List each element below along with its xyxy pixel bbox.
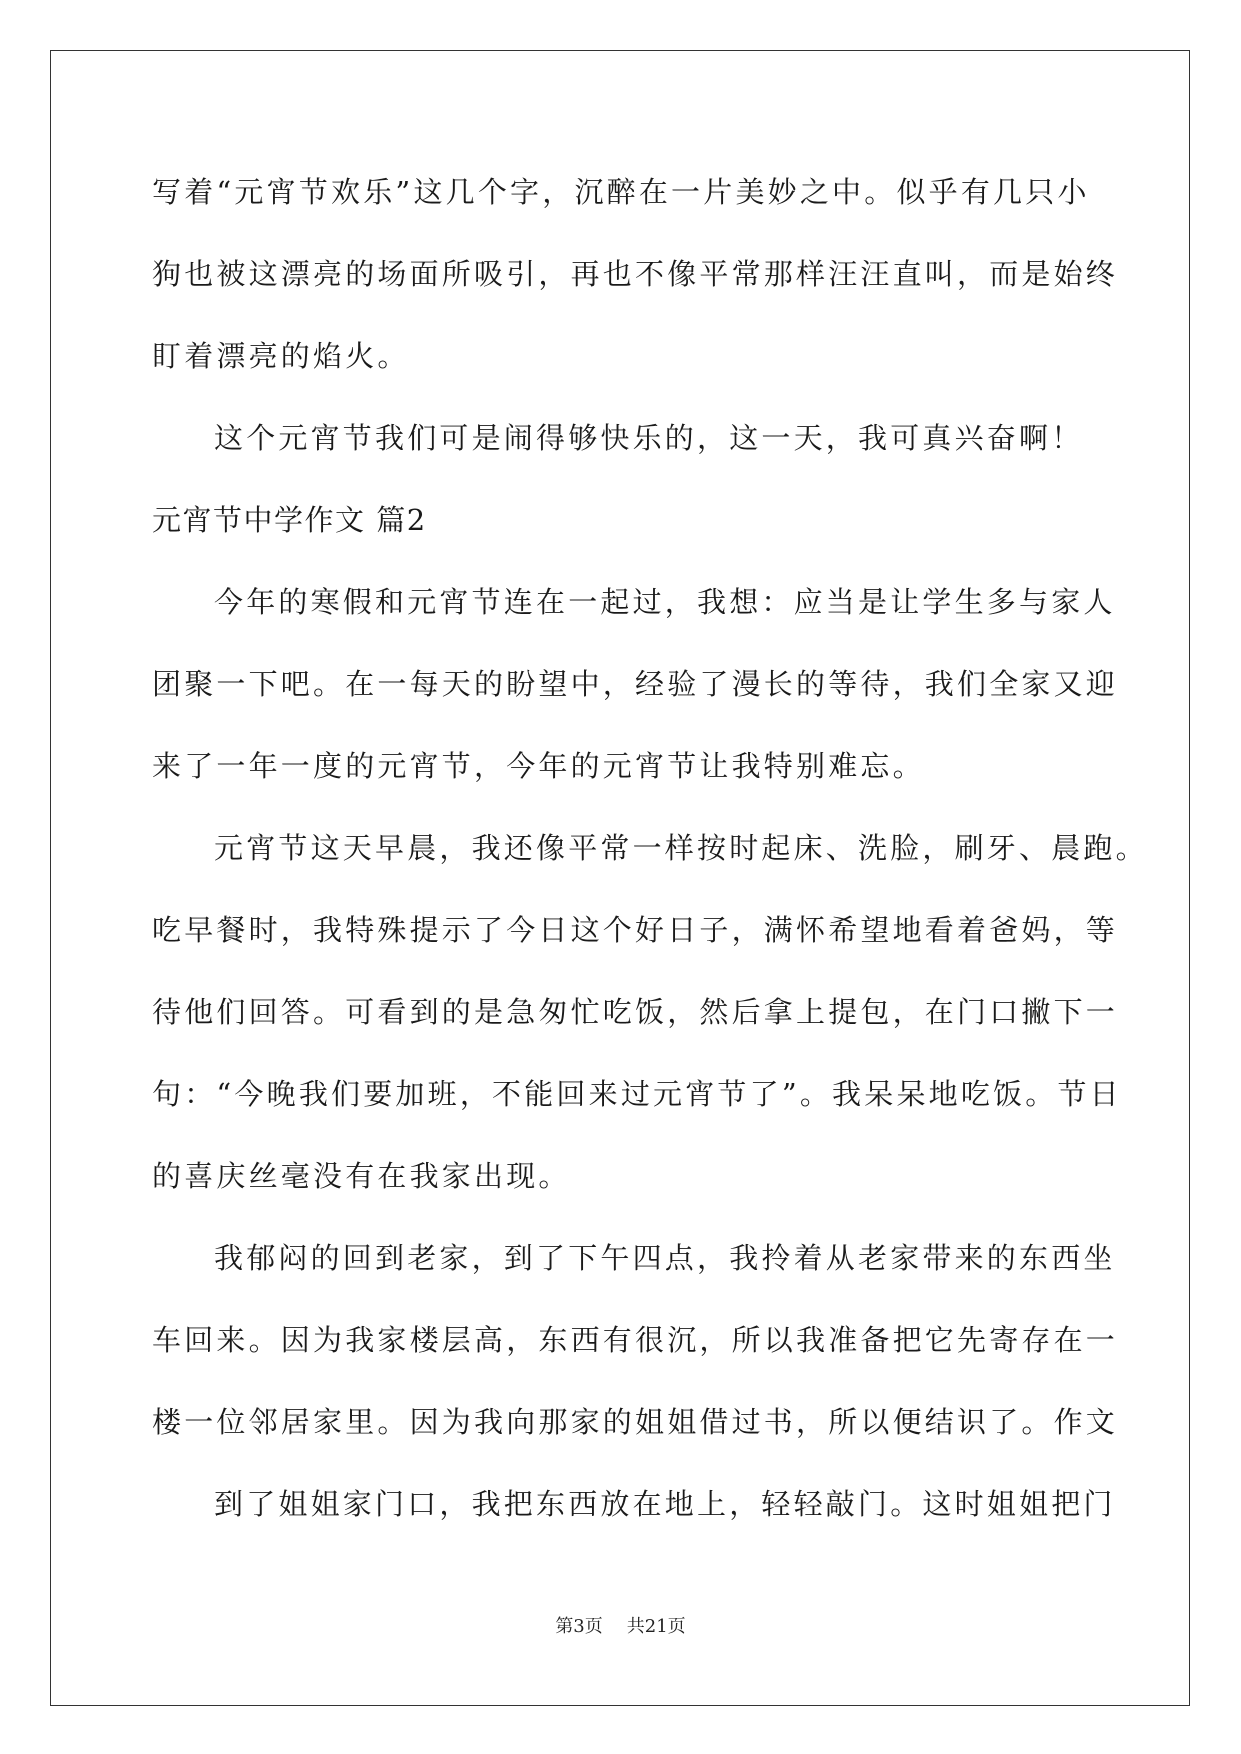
paragraph-line: 来了一年一度的元宵节，今年的元宵节让我特别难忘。	[152, 749, 925, 783]
paragraph-line: 写着“元宵节欢乐”这几个字，沉醉在一片美妙之中。似乎有几只小	[152, 175, 1090, 209]
page-total: 共21页	[626, 1616, 686, 1637]
paragraph-line: 待他们回答。可看到的是急匆忙吃饭，然后拿上提包，在门口撇下一	[152, 995, 1119, 1029]
paragraph-line: 到了姐姐家门口，我把东西放在地上，轻轻敲门。这时姐姐把门	[214, 1487, 1116, 1521]
paragraph-line: 我郁闷的回到老家，到了下午四点，我拎着从老家带来的东西坐	[214, 1241, 1116, 1275]
paragraph-line: 盯着漂亮的焰火。	[152, 339, 410, 373]
paragraph-line: 句：“今晚我们要加班，不能回来过元宵节了”。我呆呆地吃饭。节日	[152, 1077, 1122, 1111]
paragraph-line: 狗也被这漂亮的场面所吸引，再也不像平常那样汪汪直叫，而是始终	[152, 257, 1119, 291]
paragraph-line: 团聚一下吧。在一每天的盼望中，经验了漫长的等待，我们全家又迎	[152, 667, 1119, 701]
section-heading: 元宵节中学作文 篇2	[152, 503, 427, 537]
page-footer	[0, 1612, 1241, 1638]
paragraph-line: 楼一位邻居家里。因为我向那家的姐姐借过书，所以便结识了。作文	[152, 1405, 1119, 1439]
paragraph-line: 元宵节这天早晨，我还像平常一样按时起床、洗脸，刷牙、晨跑。	[214, 831, 1148, 865]
paragraph-line: 这个元宵节我们可是闹得够快乐的，这一天，我可真兴奋啊！	[214, 421, 1084, 455]
paragraph-line: 吃早餐时，我特殊提示了今日这个好日子，满怀希望地看着爸妈，等	[152, 913, 1119, 947]
page-number: 第3页	[555, 1616, 603, 1637]
paragraph-line: 车回来。因为我家楼层高，东西有很沉，所以我准备把它先寄存在一	[152, 1323, 1119, 1357]
paragraph-line: 的喜庆丝毫没有在我家出现。	[152, 1159, 571, 1193]
paragraph-line: 今年的寒假和元宵节连在一起过，我想：应当是让学生多与家人	[214, 585, 1116, 619]
document-body	[152, 156, 1148, 1550]
